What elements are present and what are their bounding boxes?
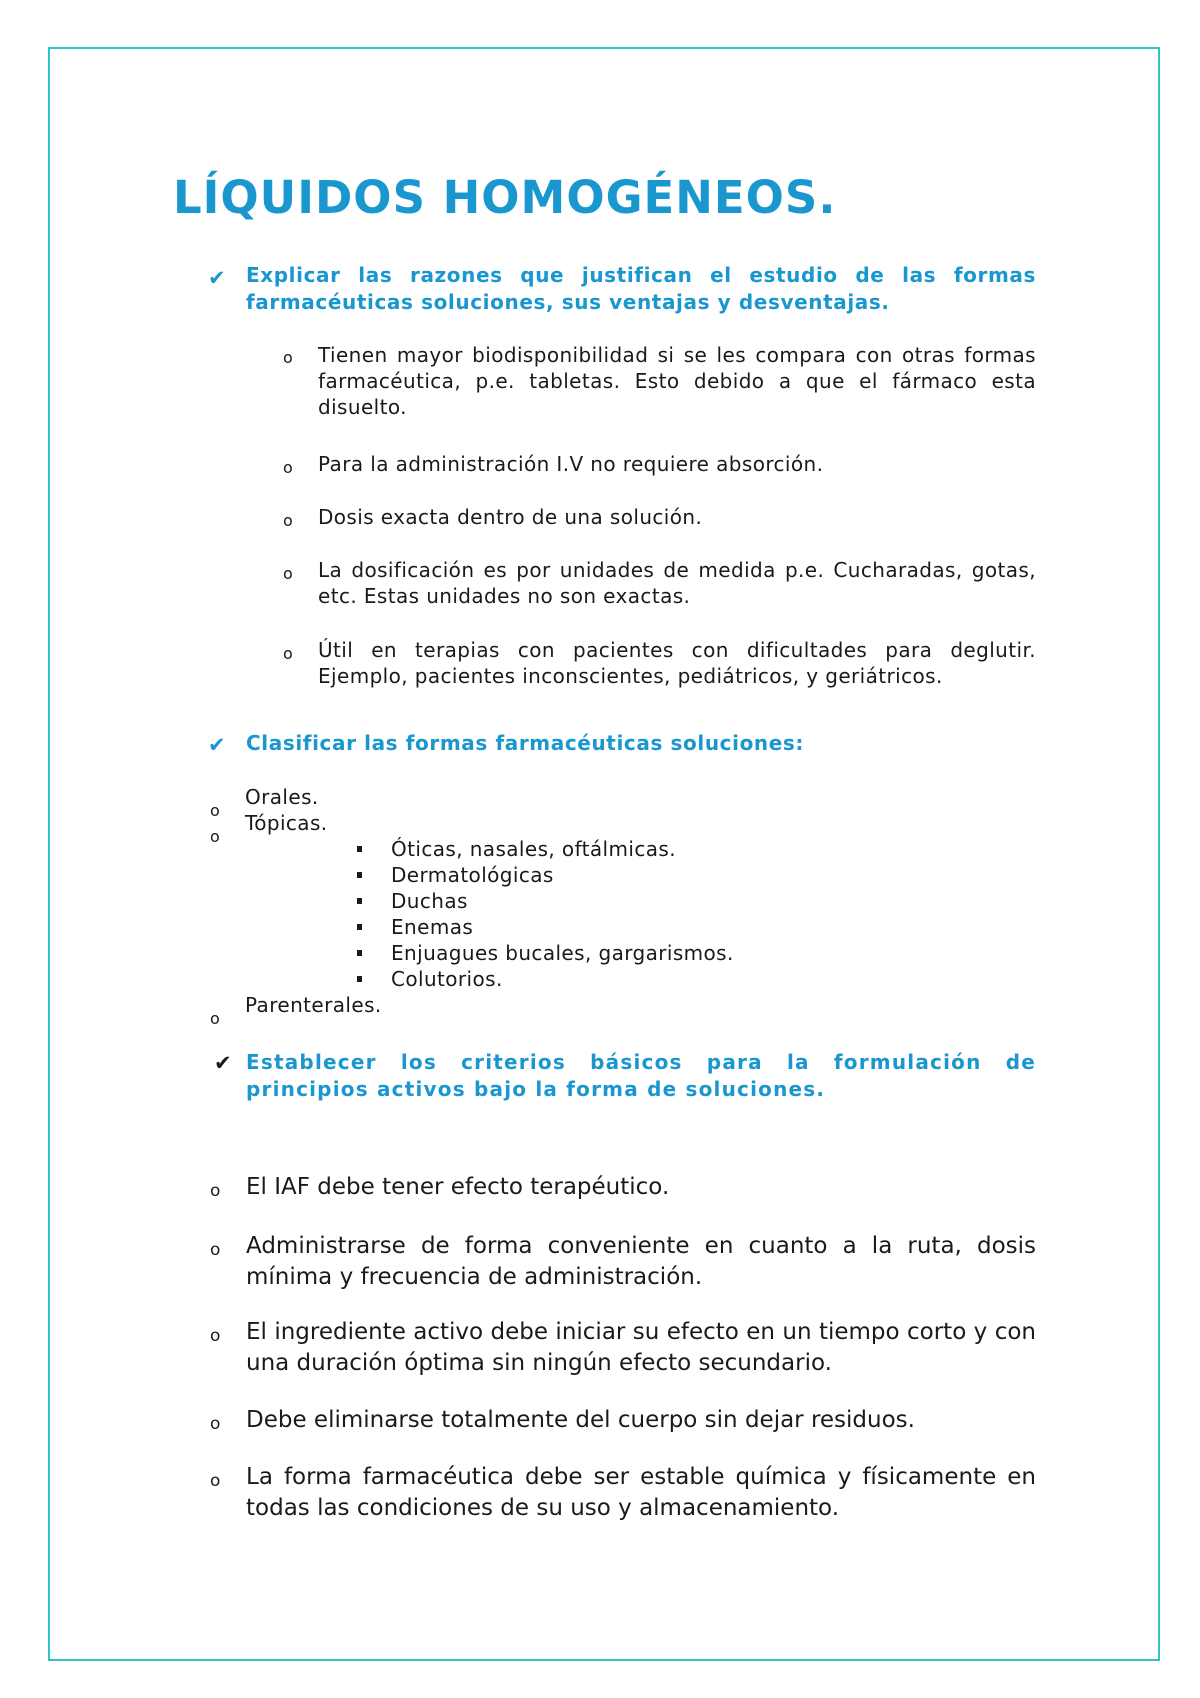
sub-list-item: Dermatológicas	[391, 863, 554, 887]
circle-bullet-icon: o	[210, 1414, 221, 1434]
circle-bullet-icon: o	[283, 644, 293, 663]
circle-bullet-icon: o	[283, 564, 293, 583]
checkmark-icon: ✔	[214, 1051, 232, 1075]
list-item: Parenterales.	[245, 993, 382, 1017]
list-item: La forma farmacéutica debe ser estable química y físicamente en todas las condiciones de su uso y almacenamiento.	[246, 1464, 1036, 1521]
list-item: Debe eliminarse totalmente del cuerpo sin dejar residuos.	[246, 1407, 915, 1433]
sub-list-item: Enjuagues bucales, gargarismos.	[391, 941, 734, 965]
circle-bullet-icon: o	[210, 827, 220, 846]
checkmark-icon: ✔	[208, 266, 226, 290]
square-bullet-icon	[357, 924, 362, 930]
list-item: Tópicas.	[245, 811, 328, 835]
circle-bullet-icon: o	[210, 1471, 221, 1491]
circle-bullet-icon: o	[283, 458, 293, 477]
list-item: Útil en terapias con pacientes con dificultades para deglutir. Ejemplo, pacientes inconscientes, pediátricos, y geriátricos.	[318, 638, 1036, 688]
list-item: Para la administración I.V no requiere absorción.	[318, 452, 824, 476]
circle-bullet-icon: o	[210, 1326, 221, 1346]
list-item: Administrarse de forma conveniente en cuanto a la ruta, dosis mínima y frecuencia de administración.	[246, 1233, 1036, 1290]
list-item: Orales.	[245, 785, 319, 809]
square-bullet-icon	[357, 898, 362, 904]
sub-list-item: Enemas	[391, 915, 474, 939]
circle-bullet-icon: o	[210, 1240, 221, 1260]
list-item: Tienen mayor biodisponibilidad si se les compara con otras formas farmacéutica, p.e. tabletas. Esto debido a que el fármaco esta disuelto.	[318, 343, 1036, 419]
section2-heading: Clasificar las formas farmacéuticas soluciones:	[246, 731, 805, 755]
list-item: La dosificación es por unidades de medida p.e. Cucharadas, gotas, etc. Estas unidades no son exactas.	[318, 558, 1036, 608]
list-item: Dosis exacta dentro de una solución.	[318, 505, 703, 529]
square-bullet-icon	[357, 846, 362, 852]
circle-bullet-icon: o	[283, 348, 293, 367]
sub-list-item: Duchas	[391, 889, 468, 913]
circle-bullet-icon: o	[210, 801, 220, 820]
list-item: El ingrediente activo debe iniciar su efecto en un tiempo corto y con una duración óptima sin ningún efecto secundario.	[246, 1319, 1036, 1376]
checkmark-icon: ✔	[208, 733, 226, 757]
circle-bullet-icon: o	[210, 1009, 220, 1028]
circle-bullet-icon: o	[210, 1181, 221, 1201]
sub-list-item: Óticas, nasales, oftálmicas.	[391, 837, 676, 861]
square-bullet-icon	[357, 976, 362, 982]
section1-heading: Explicar las razones que justifican el estudio de las formas farmacéuticas soluciones, sus ventajas y desventajas.	[246, 263, 1036, 314]
square-bullet-icon	[357, 872, 362, 878]
page-title: LÍQUIDOS HOMOGÉNEOS.	[173, 171, 837, 224]
sub-list-item: Colutorios.	[391, 967, 503, 991]
section3-heading: Establecer los criterios básicos para la formulación de principios activos bajo la forma de soluciones.	[246, 1050, 1036, 1101]
circle-bullet-icon: o	[283, 511, 293, 530]
list-item: El IAF debe tener efecto terapéutico.	[246, 1174, 670, 1200]
square-bullet-icon	[357, 950, 362, 956]
